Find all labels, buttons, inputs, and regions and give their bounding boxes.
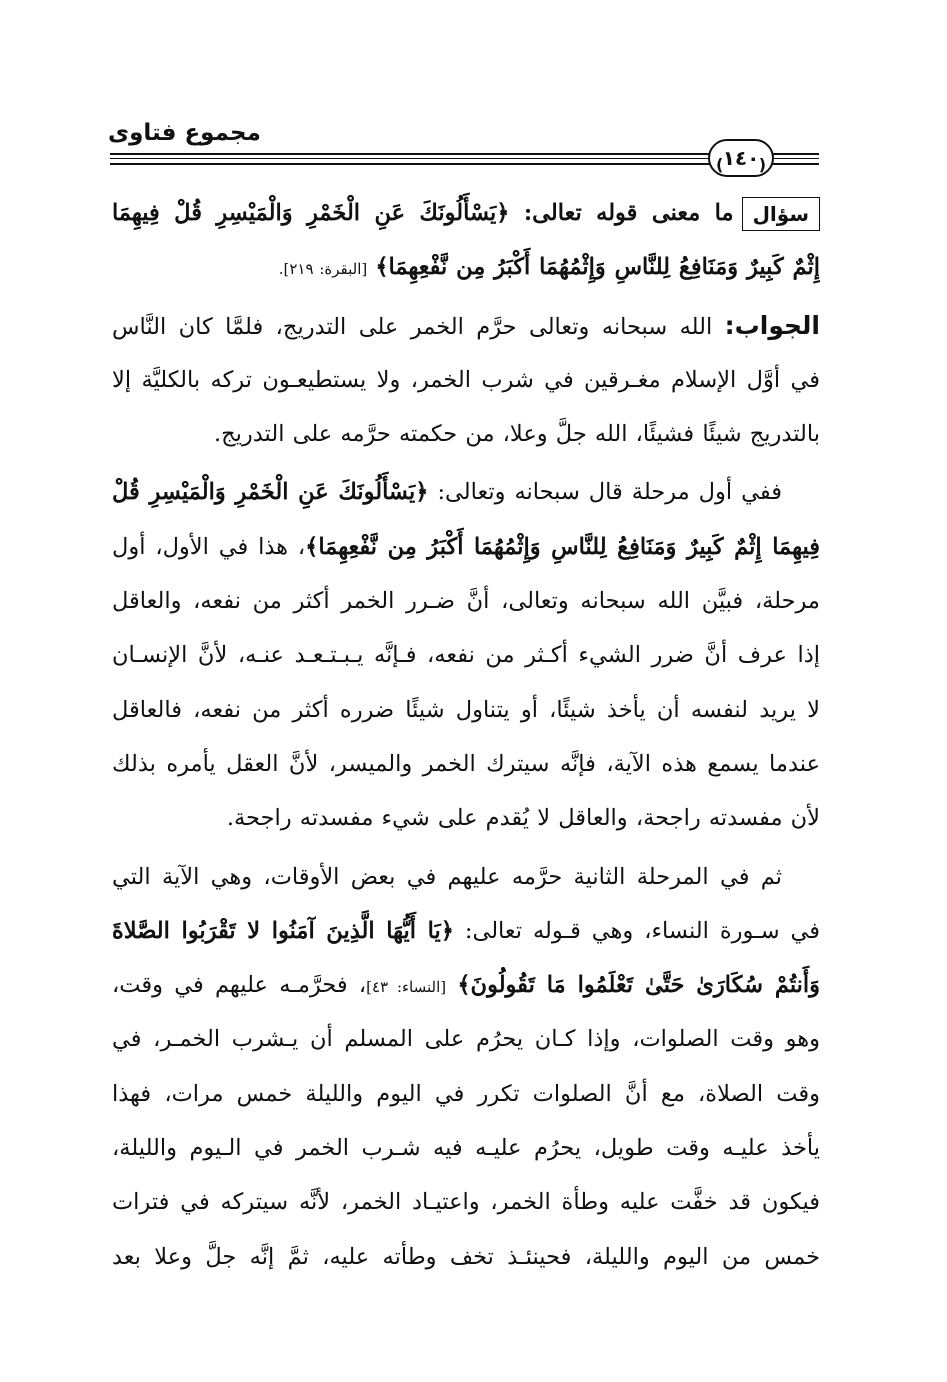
quran-verse: فِيهِمَا إِثْمٌ كَبِيرٌ وَمَنَافِعُ لِلنَّاسِ وَإِثْمُهُمَا أَكْبَرُ مِن نَّفْعِهِمَا﴾ [305, 533, 820, 560]
question-text: إِثْمٌ كَبِيرٌ وَمَنَافِعُ لِلنَّاسِ وَإِثْمُهُمَا أَكْبَرُ مِن نَّفْعِهِمَا﴾ [375, 254, 820, 281]
answer-line: في أوَّل الإسلام مغـرقين في شرب الخمر، ولا يستطيعـون تركه بالكليَّة إلا [112, 366, 820, 393]
question-label-box: سؤال [742, 197, 820, 231]
paragraph-line: مرحلة، فبيَّن الله سبحانه وتعالى، أنَّ ضـرر الخمر أكثر من نفعه، والعاقل [112, 588, 820, 615]
answer-text: الله سبحانه وتعالى حرَّم الخمر على التدريج، فلمَّا كان النَّاس [112, 313, 713, 340]
question-line [112, 240, 820, 294]
answer-line: بالتدريج شيئًا فشيئًا، الله جلَّ وعلا، من حكمته حرَّمه على التدريج. [213, 421, 820, 448]
answer-line [112, 299, 820, 353]
page-number-badge [708, 139, 774, 177]
paragraph-line: يأخذ عليـه وقت طويل، يحرُم عليـه فيه شـرب الخمر في الـيوم والليلة، [112, 1135, 820, 1162]
verse-reference: [النساء: ٤٣] [366, 978, 447, 997]
paragraph-line: عندما يسمع هذه الآية، فإنَّه سيترك الخمر والميسر، لأنَّ العقل يأمره بذلك [112, 750, 820, 777]
verse-reference: [البقرة: ٢١٩]. [278, 260, 368, 279]
paragraph-line [112, 904, 820, 958]
paragraph-line [112, 465, 820, 519]
quran-verse: ﴿يَسْأَلُونَكَ عَنِ الْخَمْرِ وَالْمَيْسِرِ قُلْ [112, 479, 429, 506]
ornament-icon: ( [758, 155, 766, 174]
question-text: ما معنى قوله تعالى: ﴿يَسْأَلُونَكَ عَنِ الْخَمْرِ وَالْمَيْسِرِ قُلْ فِيهِمَا [112, 200, 734, 226]
paragraph-line: وقت الصلاة، مع أنَّ الصلوات تكرر في اليوم والليلة خمس مرات، فهذا [112, 1080, 820, 1107]
paragraph-text: في سـورة النساء، وهي قـوله تعالى: [464, 917, 820, 944]
paragraph-line: إذا عرف أنَّ ضرر الشيء أكـثر من نفعه، فـإنَّه يـبـتـعـد عنـه، لأنَّ الإنسـان [112, 642, 820, 669]
paragraph-line: وهو وقت الصلوات، وإذا كـان يحرُم على المسلم أن يـشرب الخمـر، في [112, 1026, 820, 1053]
page-body [112, 186, 820, 1284]
quran-verse: وَأَنتُمْ سُكَارَىٰ حَتَّىٰ تَعْلَمُوا مَا تَقُولُونَ﴾ [457, 972, 820, 999]
paragraph-line: لأن مفسدته راجحة، والعاقل لا يُقدم على شيء مفسدته راجحة. [226, 805, 820, 832]
paragraph-line: فيكون قد خفَّت عليه وطأة الخمر، واعتيـاد الخمر، لأنَّه سيتركه في فترات [112, 1189, 820, 1216]
paragraph-line [112, 520, 820, 574]
paragraph-line: لا يريد لنفسه أن يأخذ شيئًا، أو يتناول شيئًا ضرره أكثر من نفعه، فالعاقل [112, 696, 820, 723]
paragraph-line: خمس من اليوم والليلة، فحينئـذ تخف وطأته عليه، ثمَّ إنَّه جلَّ وعلا بعد [112, 1243, 820, 1270]
answer-heading: الجواب: [724, 310, 820, 340]
paragraph-text: ، فحرَّمـه عليهم في وقت، [112, 972, 367, 999]
question-line [112, 186, 820, 240]
quran-verse: ﴿يَا أَيُّهَا الَّذِينَ آمَنُوا لا تَقْرَبُوا الصَّلاةَ [112, 917, 454, 944]
ornament-icon: ) [716, 155, 724, 174]
running-header-title: مجموع فتاوى [108, 120, 261, 146]
paragraph-text: ، هذا في الأول، أول [112, 533, 306, 560]
page-number: ١٤٠ [722, 146, 760, 170]
paragraph-text: ففي أول مرحلة قال سبحانه وتعالى: [437, 479, 782, 506]
paragraph-line [112, 958, 820, 1012]
paragraph-line: ثم في المرحلة الثانية حرَّمه عليهم في بعض الأوقات، وهي الآية التي [112, 863, 782, 890]
